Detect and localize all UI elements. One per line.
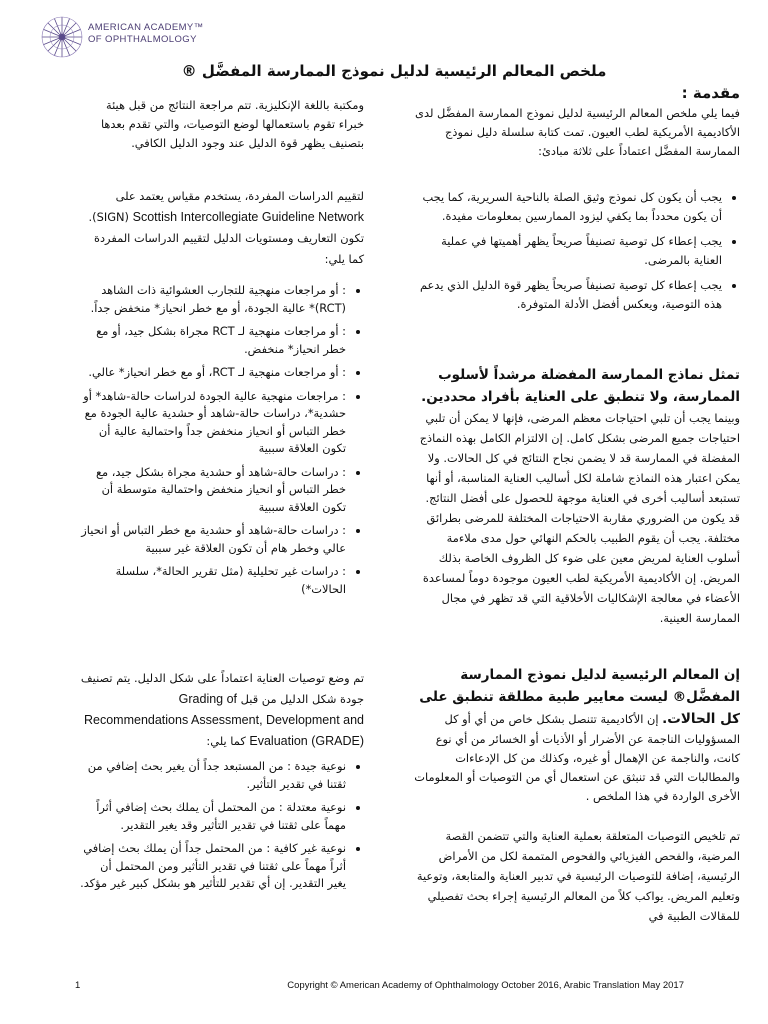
org-name: AMERICAN ACADEMY™ OF OPHTHALMOLOGY (88, 22, 204, 45)
evidence-level-item: • : مراجعات منهجية عالية الجودة لدراسات حالة-شاهد* أو حشدية*، دراسات حالة-شاهد أو حشدية عالية الجودة مع خطر التباس أو انحياز منخفض جداً واحتمالية عالية أن تكون العلاقة سببية (80, 388, 346, 458)
disclaimer-heading: إن المعالم الرئيسية لدليل نموذج الممارسة المفضَّل® ليست معايير طبية مطلقة تنطبق على كل الحالات. (419, 667, 740, 727)
intro-heading: مقدمة : (681, 84, 740, 102)
grade-intro: تم وضع توصيات العناية اعتماداً على شكل الدليل. يتم تصنيف جودة شكل الدليل من قبل (80, 671, 364, 706)
guide-heading: تمثل نماذج الممارسة المفضلة مرشداً لأسلوب الممارسة، ولا تنطبق على العناية بأفراد محددين. (421, 367, 740, 405)
intro-continued-text: ومكتبة باللغة الإنكليزية. تتم مراجعة النتائج من قبل هيئة خبراء تقوم باستعمالها لوضع التوصيات، والتي تقدم بعدها بتصنيف يظهر قوة الدليل عند وجود الدليل الكافي. (100, 98, 364, 150)
principle-item: • يجب أن يكون كل نموذج وثيق الصلة بالناحية السريرية، كما يجب أن يكون محدداً بما يكفي ليزود الممارسين بمعلومات مفيدة. (412, 188, 722, 226)
guide-section (412, 364, 740, 628)
summary-text: تم تلخيص التوصيات المتعلقة بعملية العناية والتي تتضمن القصة المرضية، والفحص الفيزيائي والفحوص المتممة لكل من الأمراض الرئيسية، إضافة للتوصيات الرئيسية في تدبير العناية والمتابعة، وتوعية وتعليم المريض. يواكب كلاً من المعالم الرئيسية إجراء بحث تفصيلي للمقالات الطبية في (416, 829, 740, 923)
grade-levels-list (80, 758, 364, 899)
intro-continued-section (80, 96, 364, 153)
sign-network-name: Scottish Intercollegiate Guideline Network (132, 210, 364, 224)
principle-item: • يجب إعطاء كل توصية تصنيفاً صريحاً يظهر قوة الدليل الذي يدعم هذه التوصية، ويعكس أفضل الأدلة المتوفرة. (412, 276, 722, 314)
evidence-level-item: • : أو مراجعات منهجية لـ RCT، أو مع خطر انحياز* عالي. (80, 364, 346, 382)
intro-section (412, 82, 740, 161)
grade-system-name: Grading of Recommendations Assessment, Development and Evaluation (GRADE) (83, 692, 364, 748)
guide-text: وبينما يجب أن تلبي احتياجات معظم المرضى، فإنها لا يمكن أن تلبي احتياجات جميع المرضى بشكل كامل. إن الالتزام الكامل بهذه النماذج المفضلة في الممارسة قد لا يضمن نجاح النتائج في كل الحالات. ولا يمكن اعتبار هذه النماذج شاملة لكل أساليب العناية المناسبة، أو أنها تستبعد أساليب أخرى في العناية موجهة للحصول على أفضل النتائج. قد يكون من الضروري مقاربة الاحتياجات المختلفة للمرضى بطرائق مختلفة. يجب أن يقوم الطبيب بالحكم النهائي حول مدى ملاءمة أسلوب العناية لمريض معين على ضوء كل الظروف الخاصة بذلك المريض. إن الأكاديمية الأمريكية لطب العيون موجودة دوماً لمساعدة الأعضاء في معالجة الإشكاليات الأخلاقية التي قد تظهر في مجال الممارسة العينية. (419, 411, 740, 625)
intro-text: فيما يلي ملخص المعالم الرئيسية لدليل نموذج الممارسة المفضَّل لدى الأكاديمية الأمريكية لطب العيون. تمت كتابة سلسلة دليل نموذج الممارسة المفضَّل اعتماداً على ثلاثة مبادئ: (415, 106, 740, 158)
evidence-levels-list (80, 282, 364, 604)
evidence-level-item: • : دراسات حالة-شاهد أو حشدية مع خطر التباس أو انحياز عالي وخطر هام أن تكون العلاقة غير سببية (80, 522, 346, 557)
disclaimer-text: إن الأكاديمية تتنصل بشكل خاص من أي أو كل المسؤوليات الناجمة عن الأضرار أو الأذيات أو الخسائر من أي نوع كانت، والناجمة عن الإهمال أو غيره، وكذلك من كل الإدعاءات والمطالبات التي قد تنبثق عن استعمال أي من التوصيات أو المعلومات الأخرى الواردة في هذا الملخص . (414, 712, 740, 803)
sign-intro: لتقييم الدراسات المفردة، يستخدم مقياس يعتمد على (115, 189, 364, 203)
sign-outro: (SIGN). تكون التعاريف ومستويات الدليل لتقييم الدراسات المفردة كما يلي: (88, 210, 364, 266)
evidence-level-item: • : دراسات حالة-شاهد أو حشدية مجراة بشكل جيد، مع خطر التباس أو انحياز منخفض واحتمالية متوسطة أن تكون العلاقة سببية (80, 464, 346, 517)
grade-outro: كما يلي: (206, 734, 246, 748)
summary-section (412, 826, 740, 926)
page-title: ملخص المعالم الرئيسية لدليل نموذج الممارسة المفضَّل ® (181, 62, 607, 80)
principles-list (412, 188, 740, 320)
evidence-level-item: • : دراسات غير تحليلية (مثل تقرير الحالة*، سلسلة الحالات*) (80, 563, 346, 598)
grade-level-item: • نوعية معتدلة : من المحتمل أن يملك بحث إضافي أثراً مهماً على ثقتنا في تقدير التأثير وقد يغير التقدير. (80, 799, 346, 834)
grade-section (80, 668, 364, 752)
principle-item: • يجب إعطاء كل توصية تصنيفاً صريحاً يظهر أهميتها في عملية العناية بالمرضى. (412, 232, 722, 270)
evidence-level-item: • : أو مراجعات منهجية للتجارب العشوائية ذات الشاهد (RCT)* عالية الجودة، أو مع خطر انحياز* منخفض جداً. (80, 282, 346, 317)
grade-level-item: • نوعية جيدة : من المستبعد جداً أن يغير بحث إضافي من ثقتنا في تقدير التأثير. (80, 758, 346, 793)
evidence-level-item: • : أو مراجعات منهجية لـ RCT مجراة بشكل جيد، أو مع خطر انحياز* منخفض. (80, 323, 346, 358)
disclaimer-section (412, 664, 740, 806)
page-number: 1 (75, 980, 81, 991)
sign-section (80, 186, 364, 270)
grade-level-item: • نوعية غير كافية : من المحتمل جداً أن يملك بحث إضافي أثراً مهماً على ثقتنا في تقدير التأثير ومن المحتمل أن يغير التقدير. إن أي تقدير للتأثير هو بشكل كبير غير مؤكد. (80, 840, 346, 893)
copyright-notice: Copyright © American Academy of Ophthalmology October 2016, Arabic Translation May 2017 (287, 980, 684, 991)
